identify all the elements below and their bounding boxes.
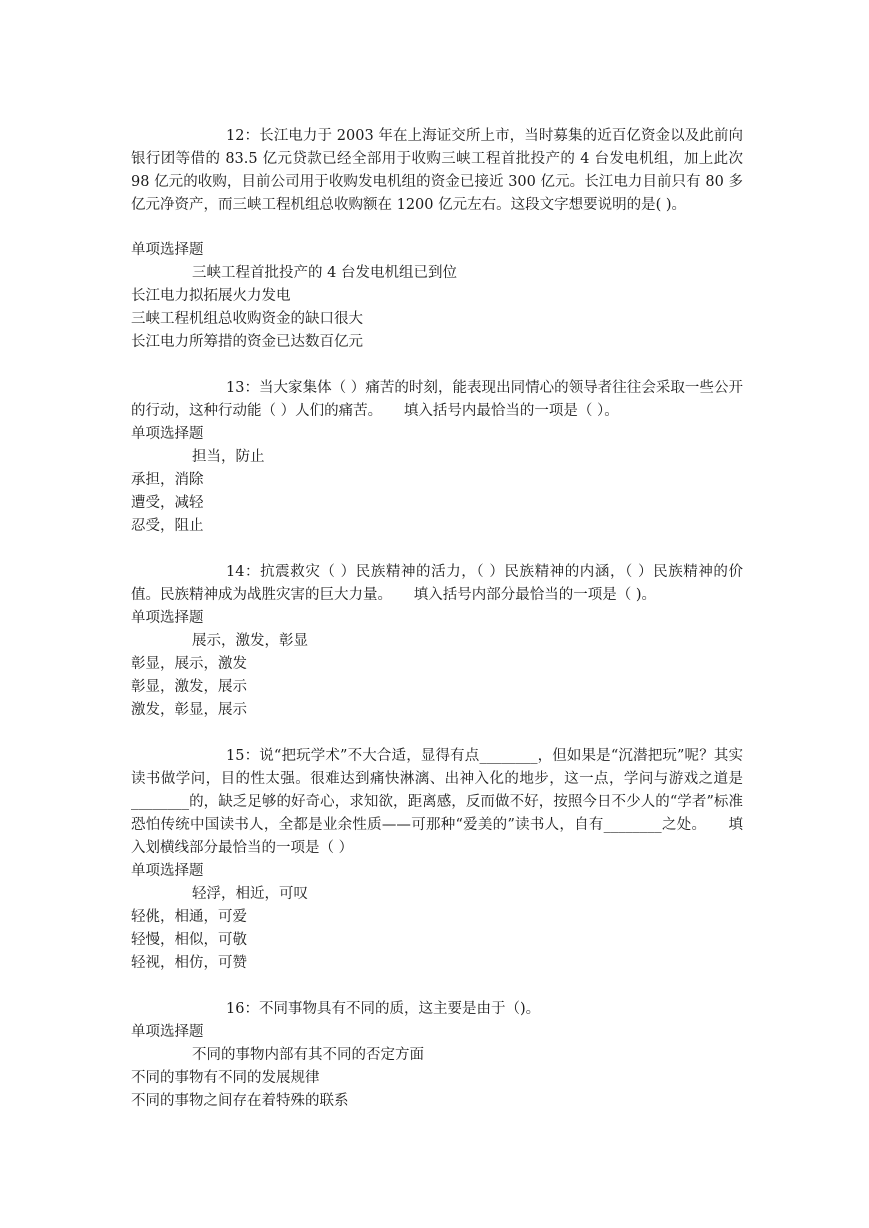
option-c: 彰显，激发，展示 (131, 679, 247, 695)
option-b: 承担，消除 (131, 472, 204, 488)
question-13 (131, 377, 743, 538)
option-a: 展示，激发，彰显 (192, 633, 308, 649)
option-a: 轻浮，相近，可叹 (192, 886, 308, 902)
option-c: 不同的事物之间存在着特殊的联系 (131, 1093, 349, 1109)
option-b: 不同的事物有不同的发展规律 (131, 1070, 320, 1086)
question-stem: 14：抗震救灾（ ）民族精神的活力，（ ）民族精神的内涵，（ ）民族精神的价值。民族精神成为战胜灾害的巨大力量。 填入括号内部分最恰当的一项是（ )。 (131, 564, 743, 603)
option-a: 三峡工程首批投产的 4 台发电机组已到位 (192, 265, 457, 281)
option-c: 遭受，减轻 (131, 495, 204, 511)
option-a: 不同的事物内部有其不同的否定方面 (192, 1047, 424, 1063)
option-b: 轻佻，相通，可爱 (131, 909, 247, 925)
question-stem: 15：说“把玩学术”不大合适，显得有点________，但如果是“沉潜把玩”呢？其实读书做学问，目的性太强。很难达到痛快淋漓、出神入化的地步，这一点，学问与游戏之道是________的，缺乏足够的好奇心，求知欲，距离感，反而做不好，按照今日不少人的“学者”标准恐怕传统中国读书人，全都是业余性质——可那种“爱美的”读书人，自有________之处。 填入划横线部分最恰当的一项是（ ） (131, 748, 743, 856)
question-type: 单项选择题 (131, 1024, 204, 1040)
question-type: 单项选择题 (131, 242, 204, 258)
question-type: 单项选择题 (131, 610, 204, 626)
option-b: 长江电力拟拓展火力发电 (131, 288, 291, 304)
question-stem: 12：长江电力于 2003 年在上海证交所上市，当时募集的近百亿资金以及此前向银行团等借的 83.5 亿元贷款已经全部用于收购三峡工程首批投产的 4 台发电机组，加上此次 98 亿元的收购，目前公司用于收购发电机组的资金已接近 300 亿元。长江电力目前只有 80 多亿元净资产，而三峡工程机组总收购额在 1200 亿元左右。这段文字想要说明的是( )。 (131, 128, 743, 213)
option-b: 彰显，展示，激发 (131, 656, 247, 672)
question-stem: 16：不同事物具有不同的质，这主要是由于（)。 (226, 1001, 541, 1017)
question-type: 单项选择题 (131, 863, 204, 879)
option-a: 担当，防止 (192, 449, 265, 465)
option-d: 轻视，相仿，可赞 (131, 955, 247, 971)
question-16 (131, 998, 743, 1113)
option-d: 激发，彰显，展示 (131, 702, 247, 718)
document-page (131, 125, 743, 1113)
option-c: 三峡工程机组总收购资金的缺口很大 (131, 311, 363, 327)
question-14 (131, 561, 743, 722)
option-d: 长江电力所筹措的资金已达数百亿元 (131, 334, 363, 350)
option-d: 忍受，阻止 (131, 518, 204, 534)
question-type: 单项选择题 (131, 426, 204, 442)
option-c: 轻慢，相似，可敬 (131, 932, 247, 948)
question-12 (131, 125, 743, 354)
question-stem: 13：当大家集体（ ）痛苦的时刻，能表现出同情心的领导者往往会采取一些公开的行动，这种行动能（ ）人们的痛苦。 填入括号内最恰当的一项是（ ）。 (131, 380, 743, 419)
question-15 (131, 745, 743, 975)
